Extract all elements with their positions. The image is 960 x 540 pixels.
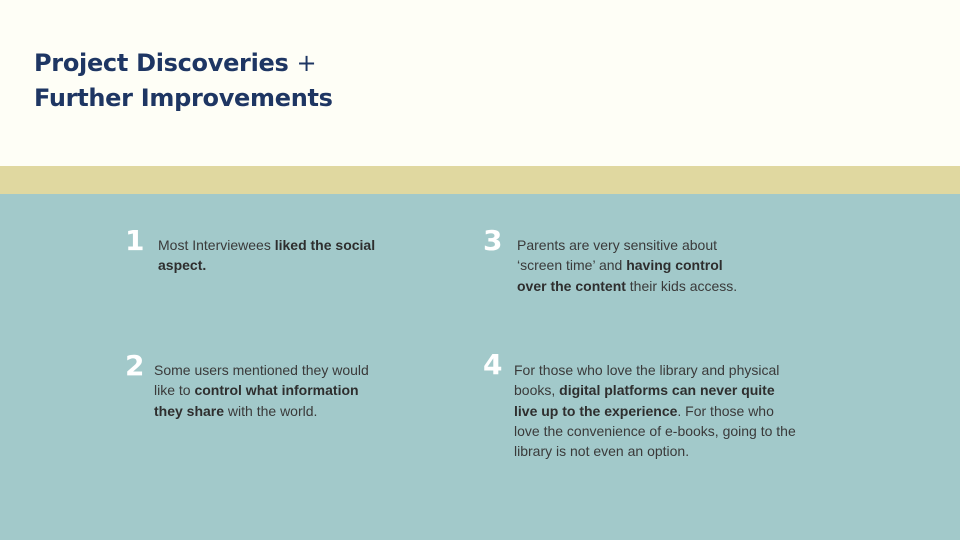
point-2-text-start: Some users mentioned they would like to (154, 362, 369, 399)
point-number-4: 4 (483, 348, 503, 381)
point-4-highlight: digital platforms can never quite live up to the experience (514, 382, 775, 419)
point-4-text-start: For those who love the library and physical books, (514, 362, 780, 399)
point-text-3 (517, 235, 749, 296)
point-4-text-end: . For those who love the convenience of e-books, going to the library is not even an option. (514, 402, 796, 460)
divider-stripe (0, 166, 960, 194)
point-2-text-end: with the world. (224, 402, 318, 419)
point-3-text-end: their kids access. (625, 277, 738, 294)
point-1-highlight: liked the social aspect. (158, 237, 376, 274)
point-number-3: 3 (483, 224, 503, 257)
title-plus: + (296, 49, 317, 77)
point-1-text-start: Most Interviewees (158, 237, 275, 253)
header-section (0, 0, 960, 166)
point-number-1: 1 (125, 224, 145, 257)
point-text-1 (158, 235, 393, 276)
title-line-2: Further Improvements (34, 84, 333, 112)
page-title (34, 46, 333, 116)
point-2-highlight: control what information they share (154, 382, 359, 419)
point-3-highlight: having control over the content (517, 257, 723, 294)
title-line-1: Project Discoveries (34, 49, 289, 77)
point-3-text-start: Parents are very sensitive about ‘screen time’ and (517, 237, 717, 274)
point-text-2 (154, 360, 386, 421)
point-number-2: 2 (125, 349, 145, 382)
point-text-4 (514, 360, 796, 461)
